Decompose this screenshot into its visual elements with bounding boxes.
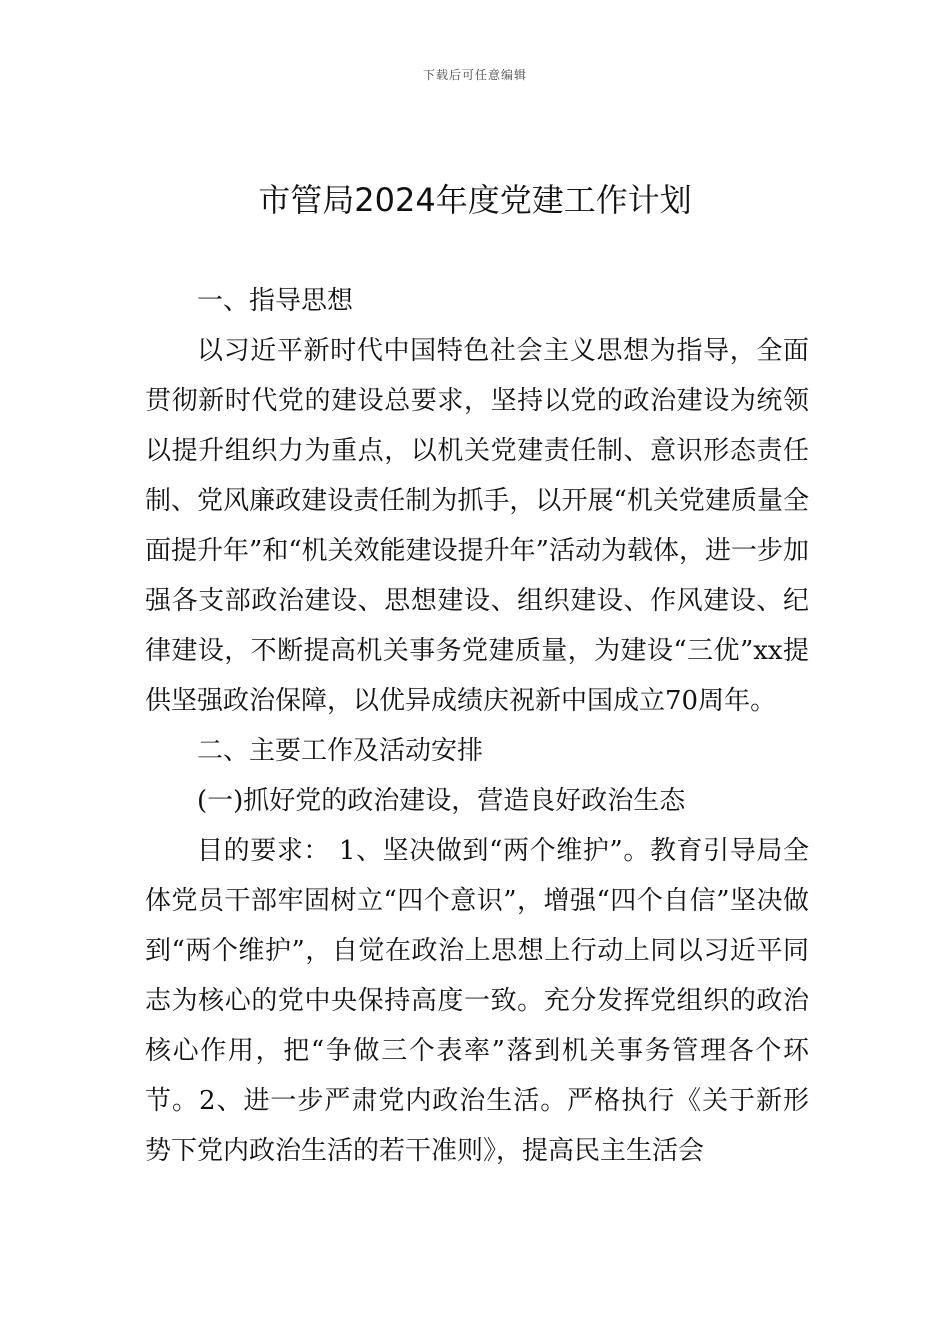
paragraph-objectives: 目的要求： 1、坚决做到“两个维护”。教育引导局全体党员干部牢固树立“四个意识”，增强“四个自信”坚决做到“两个维护”，自觉在政治上思想上行动上同以习近平同志为核心的党中央保持高度一致。充分发挥党组织的政治核心作用，把“争做三个表率”落到机关事务管理各个环节。2、进一步严肃党内政治生活。严格执行《关于新形势下党内政治生活的若干准则》，提高民主生活会 bbox=[145, 836, 809, 1166]
document-body bbox=[145, 276, 809, 1176]
section-heading-guiding-ideology: 一、指导思想 bbox=[197, 286, 354, 316]
header-note: 下载后可任意编辑 bbox=[422, 68, 527, 82]
section-heading-main-work: 二、主要工作及活动安排 bbox=[197, 736, 484, 766]
document-title: 市管局2024年度党建工作计划 bbox=[258, 181, 692, 219]
paragraph-guiding-ideology: 以习近平新时代中国特色社会主义思想为指导，全面贯彻新时代党的建设总要求，坚持以党的政治建设为统领以提升组织力为重点，以机关党建责任制、意识形态责任制、党风廉政建设责任制为抓手，以开展“机关党建质量全面提升年”和“机关效能建设提升年”活动为载体，进一步加强各支部政治建设、思想建设、组织建设、作风建设、纪律建设，不断提高机关事务党建质量，为建设“三优”xx提供坚强政治保障，以优异成绩庆祝新中国成立70周年。 bbox=[145, 336, 809, 716]
subsection-heading-political-construction: (一)抓好党的政治建设，营造良好政治生态 bbox=[197, 786, 686, 816]
